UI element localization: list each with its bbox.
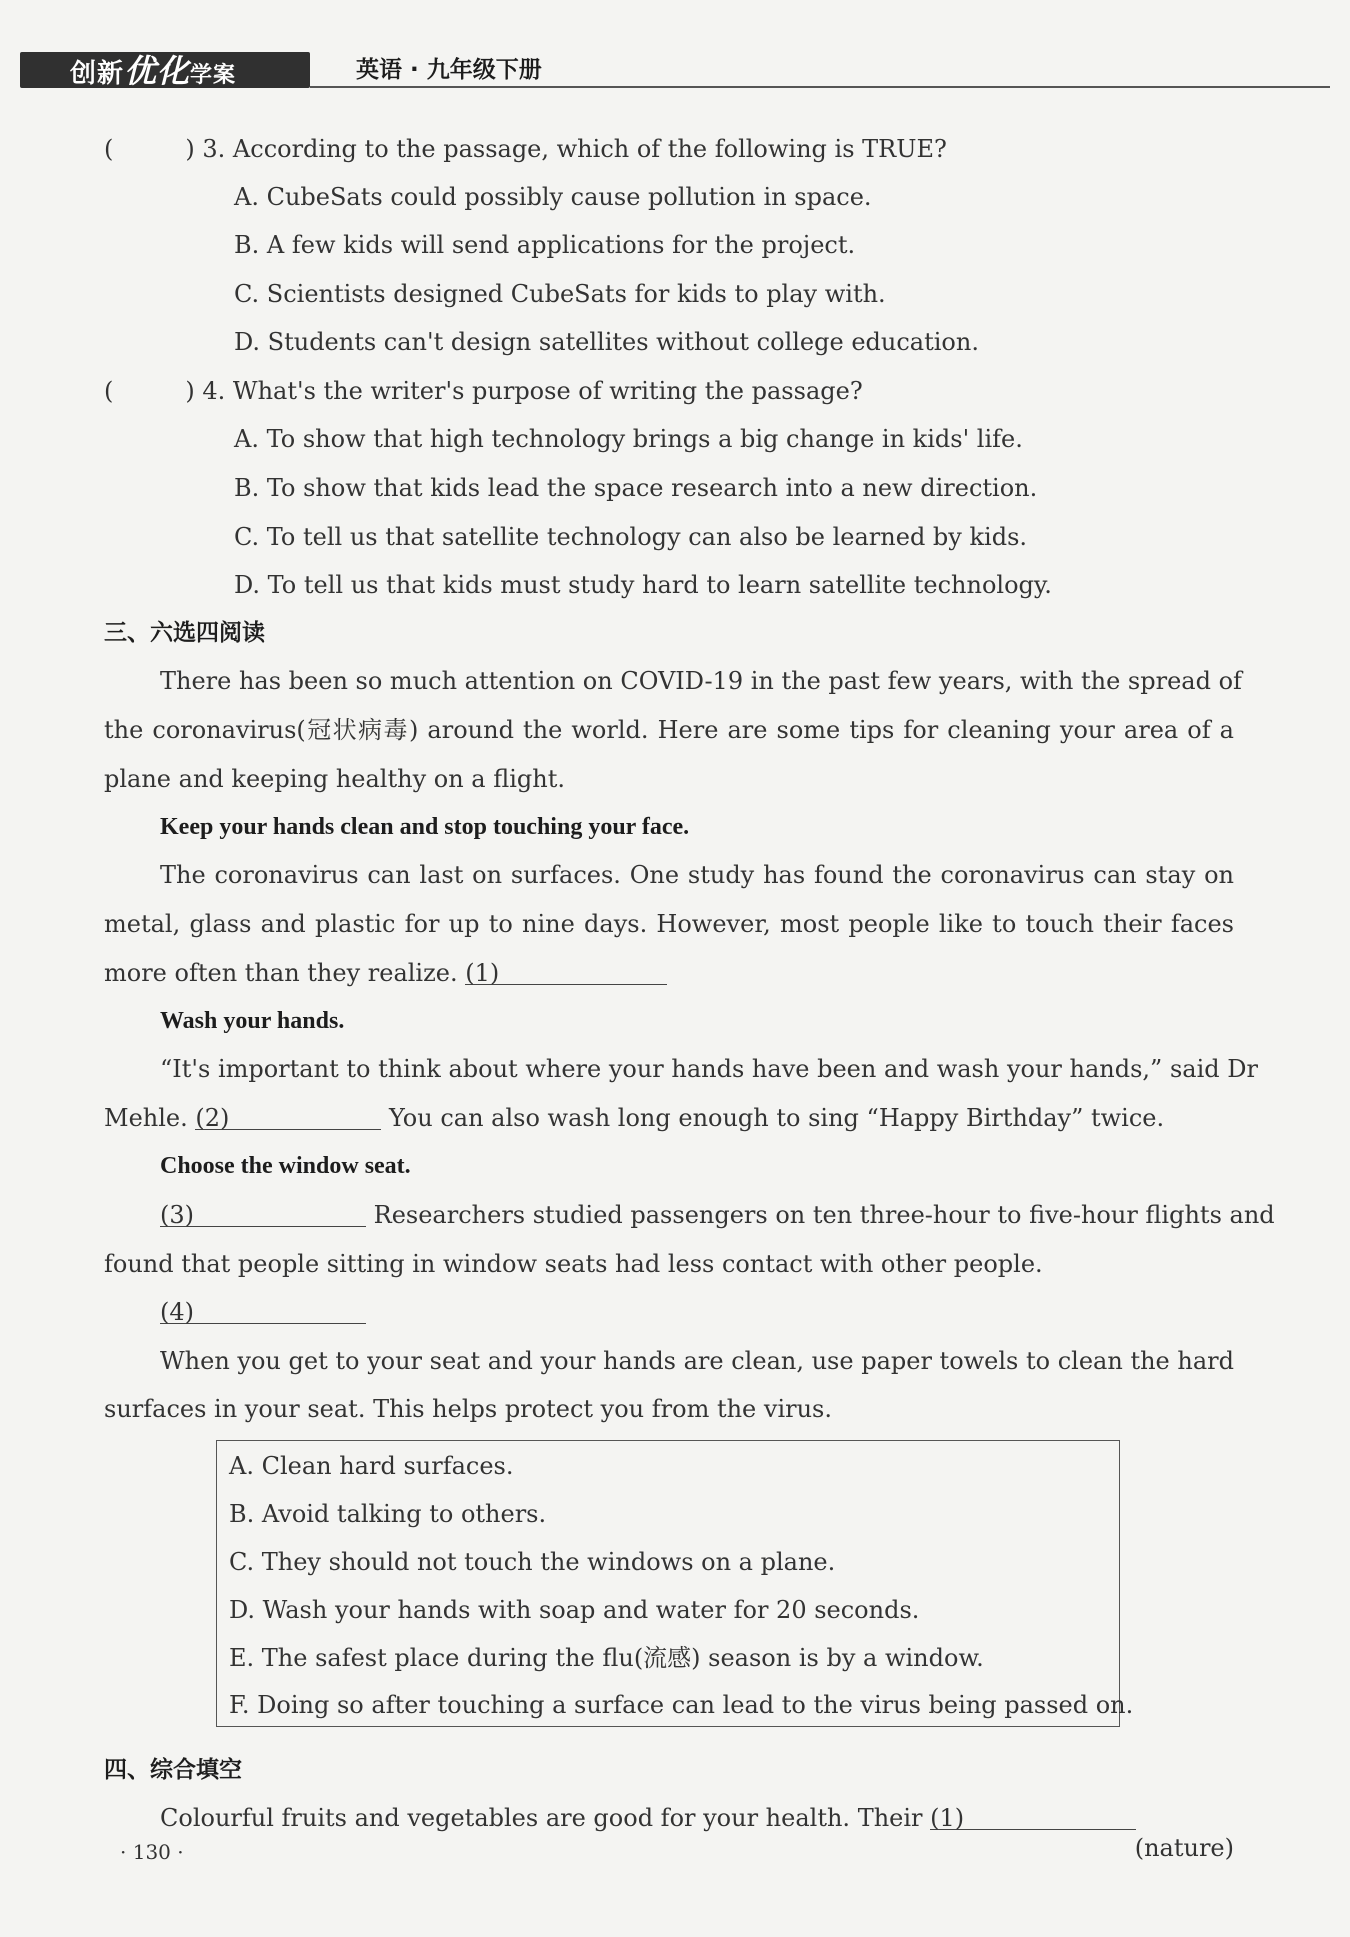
choice-d: D. Wash your hands with soap and water for 20 seconds. [229,1596,920,1624]
intro-line-2: the coronavirus(冠状病毒) around the world. Here are some tips for cleaning your area of a [104,716,1234,744]
heading-window-seat: Choose the window seat. [160,1153,411,1179]
question-4-option-b: B. To show that kids lead the space research into a new direction. [234,474,1038,502]
answer-options-box [216,1440,1134,1727]
heading-keep-hands-clean: Keep your hands clean and stop touching your face. [160,814,690,840]
question-3-option-a: A. CubeSats could possibly cause pollution in space. [234,183,872,211]
p3-line-2: found that people sitting in window seats had less contact with other people. [104,1250,1043,1278]
p1-line-3: more often than they realize. (1) [104,958,1234,988]
question-3-option-b: B. A few kids will send applications for the project. [234,231,856,259]
brand-logo: 创新优化学案 [70,52,237,90]
section-4-line-1: Colourful fruits and vegetables are good for your health. Their (1) (nature) [160,1804,1234,1862]
p3-line-1: (3) Researchers studied passengers on ten three-hour to five-hour flights and [160,1201,1275,1229]
subject-title: 英语 · 九年级下册 [356,57,542,83]
question-4-option-a: A. To show that high technology brings a big change in kids' life. [234,425,1023,453]
header-rule [310,86,1330,88]
question-3-option-d: D. Students can't design satellites without college education. [234,328,979,356]
nature-hint: (nature) [1134,1834,1234,1862]
choice-e: E. The safest place during the flu(流感) season is by a window. [229,1644,984,1672]
p1-line-1: The coronavirus can last on surfaces. One study has found the coronavirus can stay on [160,861,1234,889]
intro-line-1: There has been so much attention on COVID-19 in the past few years, with the spread of [160,667,1242,695]
p2-line-2: Mehle. (2) You can also wash long enough to sing “Happy Birthday” twice. [104,1104,1165,1132]
choice-c: C. They should not touch the windows on a plane. [229,1548,836,1576]
question-4-option-d: D. To tell us that kids must study hard to learn satellite technology. [234,571,1052,599]
blank-4[interactable]: (4) [160,1297,366,1324]
p2-line-1: “It's important to think about where your hands have been and wash your hands,” said Dr [160,1055,1258,1083]
question-3-option-c: C. Scientists designed CubeSats for kids to play with. [234,280,886,308]
section-3-title: 三、六选四阅读 [104,620,265,646]
question-3-stem: ( ) 3. According to the passage, which of the following is TRUE? [104,135,947,163]
blank-3[interactable]: (3) [160,1200,366,1227]
p1-line-2: metal, glass and plastic for up to nine days. However, most people like to touch their faces [104,910,1234,938]
heading-wash-hands: Wash your hands. [160,1008,345,1034]
choice-b: B. Avoid talking to others. [229,1500,547,1528]
intro-line-3: plane and keeping healthy on a flight. [104,765,566,793]
page-number: · 130 · [120,1840,184,1864]
section-4-blank-1[interactable]: (1) [930,1803,1136,1830]
p4-line-2: surfaces in your seat. This helps protect you from the virus. [104,1395,832,1423]
blank-2[interactable]: (2) [195,1103,381,1130]
p4-line-1: When you get to your seat and your hands are clean, use paper towels to clean the hard [160,1347,1234,1375]
choice-f: F. Doing so after touching a surface can lead to the virus being passed on. [229,1691,1134,1719]
page-header [20,52,1330,92]
blank-4-line [160,1297,366,1327]
question-4-option-c: C. To tell us that satellite technology can also be learned by kids. [234,523,1028,551]
choice-a: A. Clean hard surfaces. [229,1452,514,1480]
question-4-stem: ( ) 4. What's the writer's purpose of writing the passage? [104,377,863,405]
blank-1[interactable]: (1) [465,958,667,985]
section-4-title: 四、综合填空 [104,1757,242,1783]
